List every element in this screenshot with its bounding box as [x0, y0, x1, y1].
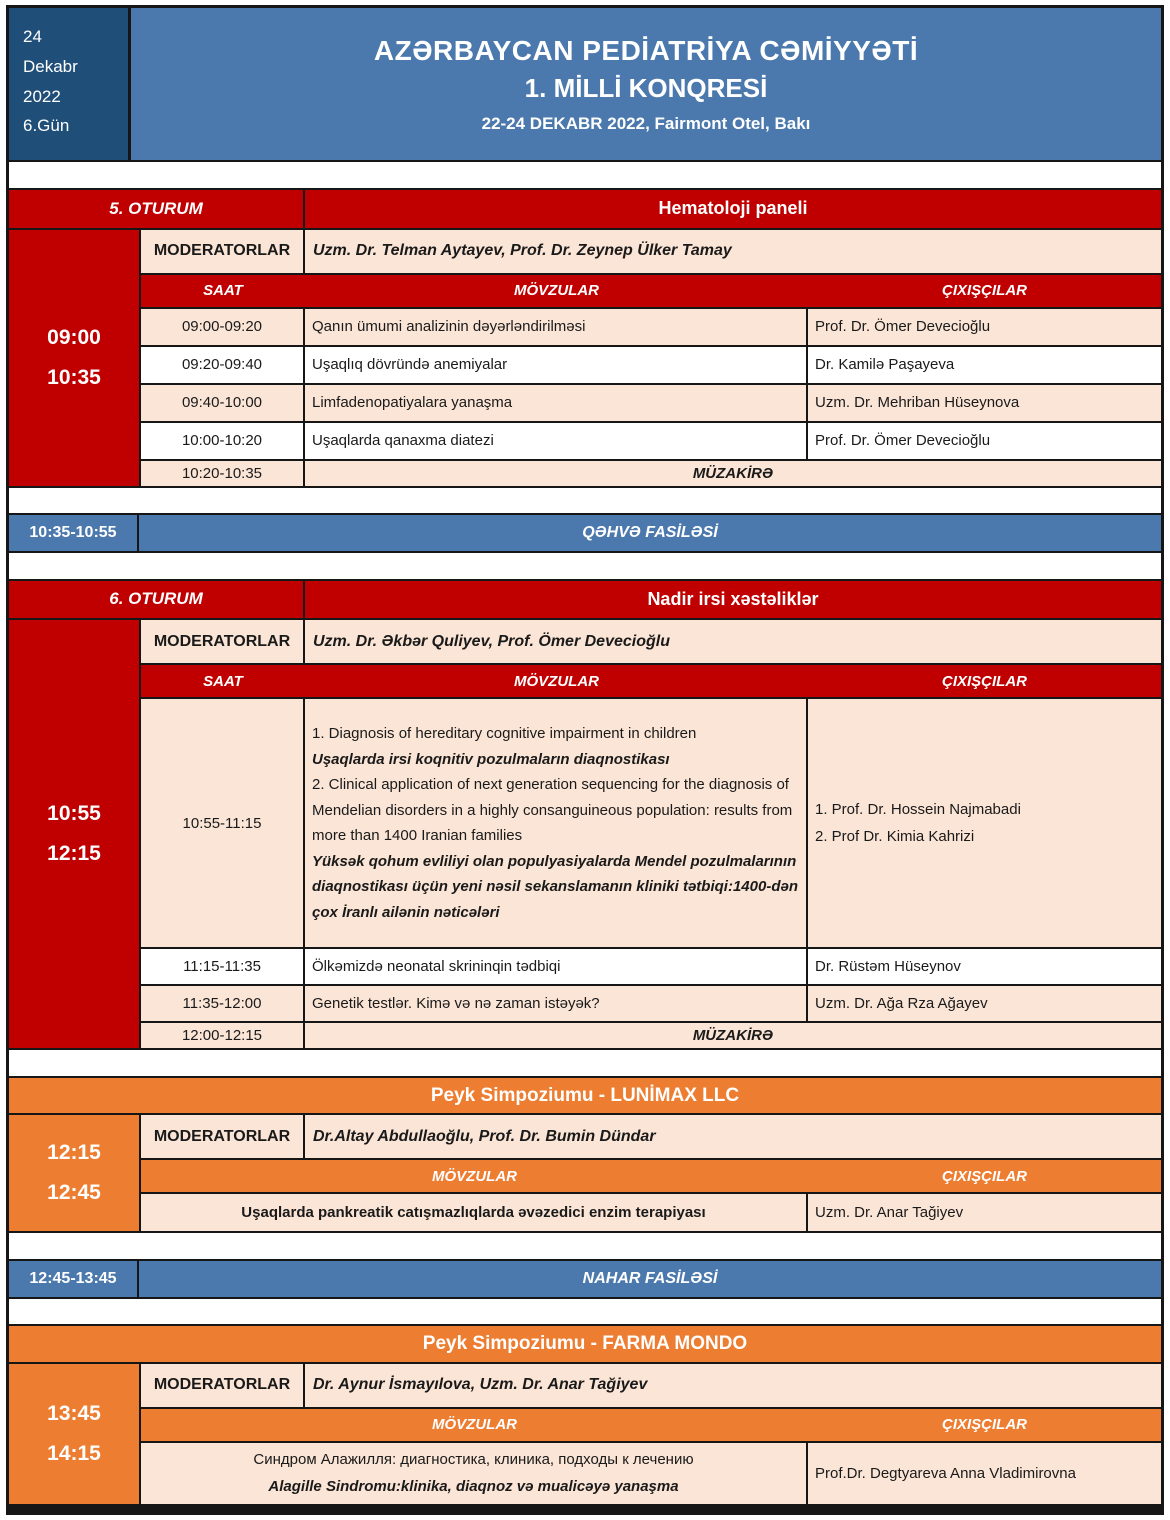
topic-line-az: Alagille Sindromu:klinika, diaqnoz və mualicəyə yanaşma [268, 1478, 679, 1496]
row-time: 10:55-11:15 [141, 699, 305, 947]
document-header [9, 8, 1161, 162]
session6-body [9, 620, 1161, 1050]
column-header-cixiscilar: ÇIXIŞÇILAR [941, 672, 1027, 690]
discussion-label: MÜZAKİRƏ [692, 464, 774, 482]
row-time: 10:00-10:20 [141, 423, 305, 459]
column-header-saat: SAAT [203, 672, 243, 690]
row-time: 11:35-12:00 [141, 986, 305, 1021]
session6-moderators-row [141, 620, 1161, 665]
session5-body [9, 230, 1161, 488]
discussion-label: MÜZAKİRƏ [692, 1027, 774, 1045]
symposium-lunimax-body [9, 1115, 1161, 1233]
row-speaker: Prof.Dr. Degtyareva Anna Vladimirovna [815, 1464, 1076, 1482]
session5-time-range [9, 230, 141, 486]
table-row [141, 347, 1161, 385]
symposium-farma-time-range [9, 1364, 141, 1504]
row-speaker: Uzm. Dr. Ağa Rza Ağayev [815, 995, 988, 1013]
row-topic: Uşaqlarda qanaxma diatezi [305, 423, 808, 459]
row-topic [141, 1443, 808, 1504]
symposium-moderator-names: Dr. Aynur İsmayılova, Uzm. Dr. Anar Tağiyev [313, 1376, 648, 1394]
session5-number: 5. OTURUM [9, 190, 305, 228]
table-row [141, 949, 1161, 986]
symposium-start-time: 13:45 [47, 1402, 101, 1426]
row-topic: Genetik testlər. Kimə və nə zaman istəyək? [305, 986, 808, 1021]
topic-line-ru: Синдром Алажилля: диагностика, клиника, подходы к лечению [253, 1451, 694, 1469]
spacer [9, 1050, 1161, 1078]
spacer [9, 162, 1161, 190]
lecture-line-az2: Yüksək qohum evliliyi olan populyasiyalarda Mendel pozulmalarının diaqnostikası üçün yeni nəsil sekanslamanın kliniki tətbiqi:1400-dən çox İranlı ailənin nəticələri [312, 852, 798, 921]
spacer [9, 488, 1161, 516]
break-label: NAHAR FASİLƏSİ [582, 1269, 718, 1287]
date-box [9, 8, 131, 160]
session6-lecture-row [141, 699, 1161, 949]
moderators-label: MODERATORLAR [141, 230, 305, 273]
symposium-start-time: 12:15 [47, 1141, 101, 1165]
row-speaker: Dr. Rüstəm Hüseynov [815, 958, 961, 976]
session5-header [9, 190, 1161, 230]
spacer [9, 553, 1161, 581]
column-header-movzular: MÖVZULAR [514, 282, 599, 300]
lecture-line-en2: 2. Clinical application of next generation sequencing for the diagnosis of Mendelian disorders in a highly consanguineous population: results from more than 1400 Iranian families [312, 776, 793, 845]
session5-moderator-names: Uzm. Dr. Telman Aytayev, Prof. Dr. Zeynep Ülker Tamay [313, 242, 732, 260]
break-time: 10:35-10:55 [9, 515, 139, 551]
table-row [141, 423, 1161, 461]
column-header-movzular: MÖVZULAR [514, 672, 599, 690]
session6-number: 6. OTURUM [9, 581, 305, 619]
session6-discussion-row [141, 1023, 1161, 1048]
table-row [141, 986, 1161, 1023]
spacer [9, 1233, 1161, 1261]
session6-time-range [9, 620, 141, 1048]
session5-moderators-row [141, 230, 1161, 275]
row-speaker: Prof. Dr. Ömer Devecioğlu [815, 432, 991, 450]
date-weekday: 6.Gün [23, 116, 70, 136]
break-time: 12:45-13:45 [9, 1261, 139, 1297]
symposium-farma-column-headers [141, 1409, 1161, 1443]
column-header-movzular: MÖVZULAR [432, 1416, 517, 1434]
lecture-line-az1: Uşaqlarda irsi koqnitiv pozulmaların diaqnostikası [312, 750, 670, 768]
symposium-farma-banner: Peyk Simpoziumu - FARMA MONDO [9, 1326, 1161, 1364]
program-table [6, 5, 1164, 1515]
coffee-break-row [9, 515, 1161, 553]
row-time: 09:00-09:20 [141, 309, 305, 345]
session6-start-time: 10:55 [47, 802, 101, 826]
row-speaker: 1. Prof. Dr. Hossein Najmabadi [815, 801, 1021, 819]
row-speaker: Uzm. Dr. Mehriban Hüseynova [815, 394, 1020, 412]
row-topic: Limfadenopatiyalara yanaşma [305, 385, 808, 421]
table-row [141, 385, 1161, 423]
session6-header [9, 581, 1161, 621]
row-topic: Uşaqlıq dövründə anemiyalar [305, 347, 808, 383]
symposium-farma-moderators-row [141, 1364, 1161, 1409]
session5-start-time: 09:00 [47, 325, 101, 349]
moderators-label: MODERATORLAR [141, 620, 305, 663]
congress-subtitle: 22-24 DEKABR 2022, Fairmont Otel, Bakı [481, 113, 811, 133]
session6-column-headers [141, 665, 1161, 699]
row-time: 12:00-12:15 [141, 1023, 305, 1048]
row-topic: Ölkəmizdə neonatal skrininqin tədbiqi [305, 949, 808, 984]
session5-column-headers [141, 275, 1161, 309]
row-time: 09:40-10:00 [141, 385, 305, 421]
table-row [141, 1194, 1161, 1231]
break-label: QƏHVƏ FASİLƏSİ [582, 524, 718, 542]
row-speaker: Uzm. Dr. Anar Tağiyev [815, 1204, 964, 1222]
symposium-farma-body [9, 1364, 1161, 1506]
symposium-lunimax-moderators-row [141, 1115, 1161, 1160]
row-speaker: Dr. Kamilə Paşayeva [815, 356, 955, 374]
symposium-moderator-names: Dr.Altay Abdullaoğlu, Prof. Dr. Bumin Dündar [313, 1127, 656, 1145]
session5-discussion-row [141, 461, 1161, 486]
table-row [141, 309, 1161, 347]
congress-header [131, 8, 1161, 160]
lecture-topics [305, 699, 808, 947]
symposium-lunimax-time-range [9, 1115, 141, 1231]
date-day: 24 [23, 27, 42, 46]
symposium-lunimax-banner: Peyk Simpoziumu - LUNİMAX LLC [9, 1078, 1161, 1116]
date-month: Dekabr [23, 56, 78, 76]
congress-title-line2: 1. MİLLİ KONQRESİ [524, 72, 768, 103]
lunch-break-row [9, 1261, 1161, 1299]
row-time: 09:20-09:40 [141, 347, 305, 383]
session6-end-time: 12:15 [47, 842, 101, 866]
symposium-lunimax-column-headers [141, 1160, 1161, 1194]
row-speaker: 2. Prof Dr. Kimia Kahrizi [815, 828, 975, 846]
lecture-speakers [808, 699, 1161, 947]
symposium-end-time: 12:45 [47, 1181, 101, 1205]
moderators-label: MODERATORLAR [141, 1115, 305, 1158]
date-year: 2022 [23, 86, 61, 106]
row-time: 10:20-10:35 [141, 461, 305, 486]
column-header-cixiscilar: ÇIXIŞÇILAR [941, 1167, 1027, 1185]
spacer [9, 1299, 1161, 1327]
row-topic: Qanın ümumi analizinin dəyərləndirilməsi [305, 309, 808, 345]
lecture-line-en1: 1. Diagnosis of hereditary cognitive impairment in children [312, 725, 697, 743]
session6-title: Nadir irsi xəstəliklər [647, 588, 819, 609]
session5-title: Hematoloji paneli [658, 198, 808, 219]
table-row [141, 1443, 1161, 1504]
moderators-label: MODERATORLAR [141, 1364, 305, 1407]
row-time: 11:15-11:35 [141, 949, 305, 984]
column-header-movzular: MÖVZULAR [432, 1167, 517, 1185]
column-header-cixiscilar: ÇIXIŞÇILAR [941, 282, 1027, 300]
column-header-cixiscilar: ÇIXIŞÇILAR [941, 1416, 1027, 1434]
row-topic: Uşaqlarda pankreatik catışmazlıqlarda əvəzedici enzim terapiyası [141, 1194, 808, 1231]
session5-end-time: 10:35 [47, 365, 101, 389]
symposium-end-time: 14:15 [47, 1441, 101, 1465]
column-header-saat: SAAT [203, 282, 243, 300]
row-speaker: Prof. Dr. Ömer Devecioğlu [815, 318, 991, 336]
congress-title-line1: AZƏRBAYCAN PEDİATRİYA CƏMİYYƏTİ [373, 34, 919, 66]
session6-moderator-names: Uzm. Dr. Əkbər Quliyev, Prof. Ömer Devecioğlu [313, 632, 670, 650]
